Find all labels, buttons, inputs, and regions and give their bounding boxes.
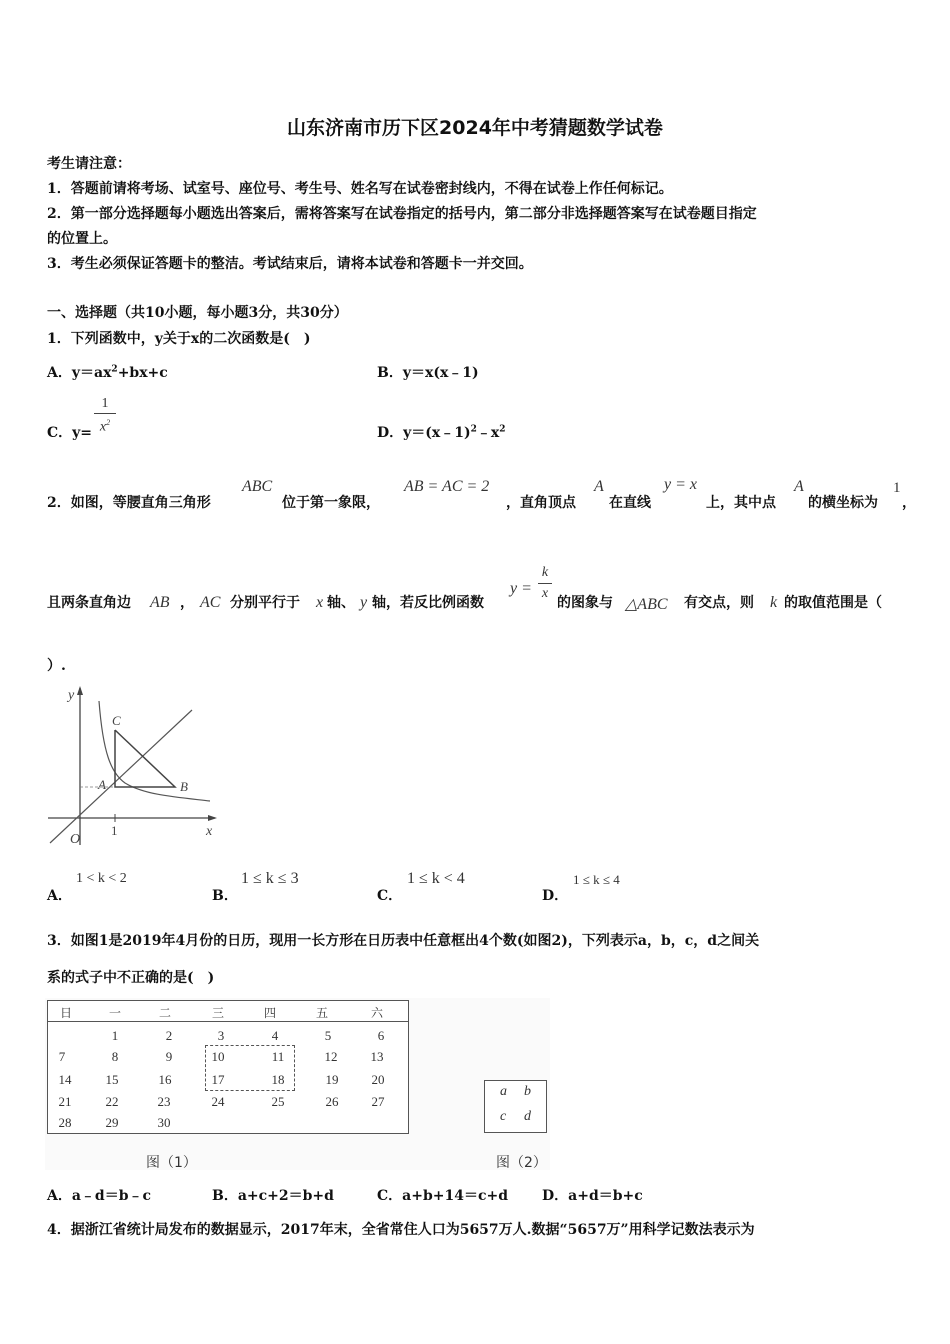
q2-text-6: 的横坐标为 xyxy=(808,495,878,511)
q2-text-4: 在直线 xyxy=(609,495,651,511)
q3-stem-2: 系的式子中不正确的是( ) xyxy=(47,970,215,986)
q2-l2-math-ac: AC xyxy=(200,594,221,611)
fig-label-b: B xyxy=(180,779,188,794)
q2-math-a: A xyxy=(594,478,604,495)
cal-day: 12 xyxy=(324,1049,338,1064)
q2-option-a-math: 1 < k < 2 xyxy=(76,871,127,886)
triangle-abc xyxy=(115,730,175,787)
notice-item-1: 1．答题前请将考场、试室号、座位号、考生号、姓名写在试卷密封线内，不得在试卷上作任何标记。 xyxy=(47,181,673,197)
q2-l2-frac-bar xyxy=(538,583,552,584)
cal-day: 29 xyxy=(105,1115,119,1130)
q3-option-a: A．a﹣d＝b﹣c xyxy=(47,1188,152,1204)
q1-option-a xyxy=(47,362,168,382)
cal-day: 8 xyxy=(111,1049,119,1064)
cal-header-wed: 三 xyxy=(211,1006,224,1020)
q1-option-d: D．$y=(x﹣1)^2﹣x^2$ xyxy=(377,424,506,441)
q1-a-rest: +bx+c xyxy=(117,365,168,381)
cal-day: 19 xyxy=(325,1072,339,1087)
q2-text-7: ， xyxy=(902,495,916,511)
q2-option-c-math: 1 ≤ k < 4 xyxy=(407,870,465,887)
q1-option-c-label: C．y= xyxy=(47,425,93,441)
q2-math-abc: ABC xyxy=(242,478,273,495)
cal-day: 25 xyxy=(271,1094,285,1109)
cal-header-thu: 四 xyxy=(263,1006,276,1020)
q2-text-1: 2．如图，等腰直角三角形 xyxy=(47,495,211,511)
q2-option-a-label: A． xyxy=(47,888,72,904)
fig2-b: b xyxy=(524,1084,531,1099)
q2-math-yx: y = x xyxy=(664,476,697,493)
fig-label-x: x xyxy=(206,824,213,839)
q1-a-text: A．y＝ax xyxy=(47,365,112,381)
cal-day: 26 xyxy=(325,1094,339,1109)
q2-math-abac: AB = AC = 2 xyxy=(404,478,490,495)
cal-day: 6 xyxy=(377,1028,385,1043)
notice-item-2-cont: 的位置上。 xyxy=(47,231,117,247)
q2-math-a2: A xyxy=(794,478,804,495)
cal-day: 16 xyxy=(158,1072,172,1087)
fig2-c: c xyxy=(500,1109,507,1124)
q2-l2-text-5: 轴，若反比例函数 xyxy=(372,595,484,611)
cal-header-sat: 六 xyxy=(370,1006,383,1020)
q2-figure xyxy=(45,683,225,848)
q2-option-c-label: C． xyxy=(377,888,403,904)
fig-label-o: O xyxy=(70,832,81,847)
q2-option-d-label: D． xyxy=(542,888,569,904)
cal-day: 4 xyxy=(271,1028,279,1043)
cal-day: 1 xyxy=(111,1028,119,1043)
fig-label-1: 1 xyxy=(111,823,118,838)
q1-option-c-fraction xyxy=(94,396,116,434)
calendar-table xyxy=(47,1000,409,1134)
cal-day: 22 xyxy=(105,1094,119,1109)
q3-option-c: C．a+b+14＝c+d xyxy=(377,1188,508,1204)
q1-a-sup: 2 xyxy=(111,364,118,375)
cal-day: 10 xyxy=(211,1049,225,1064)
cal-day: 7 xyxy=(58,1049,66,1064)
cal-day: 27 xyxy=(371,1094,385,1109)
q1-stem: 1．下列函数中，y关于x的二次函数是( ) xyxy=(47,331,311,347)
q2-l2-math-ab: AB xyxy=(150,594,170,611)
q3-option-d: D．a+d＝b+c xyxy=(542,1188,643,1204)
cal-header-sun: 日 xyxy=(59,1006,72,1020)
q2-l2-text-8: 的取值范围是（ xyxy=(784,595,882,611)
fig2-d: d xyxy=(524,1109,531,1124)
q2-l2-text-6: 的图象与 xyxy=(557,595,613,611)
cal-day: 18 xyxy=(271,1072,285,1087)
fig-label-a: A xyxy=(98,777,106,792)
cal-day: 24 xyxy=(211,1094,225,1109)
page-title: 山东济南市历下区2024年中考猜题数学试卷 xyxy=(287,117,663,139)
q2-option-d-math: 1 ≤ k ≤ 4 xyxy=(573,872,620,887)
q2-l3-text: ）. xyxy=(47,658,66,674)
q2-option-b-label: B． xyxy=(212,888,238,904)
fig2-box xyxy=(484,1080,547,1133)
q2-l2-frac-k: k xyxy=(541,565,549,580)
fig-label-c: C xyxy=(112,713,121,728)
q2-l2-math-tri: △ABC xyxy=(625,596,668,613)
cal-header-tue: 二 xyxy=(158,1006,171,1020)
q2-text-5: 上，其中点 xyxy=(706,495,776,511)
q2-l2-text-7: 有交点，则 xyxy=(684,595,754,611)
cal-day: 11 xyxy=(271,1049,285,1064)
calendar-caption: 图（1） xyxy=(146,1155,197,1171)
q2-text-3: ，直角顶点 xyxy=(506,495,576,511)
q2-l2-math-y: y xyxy=(360,594,368,611)
cal-day: 14 xyxy=(58,1072,72,1087)
cal-day: 15 xyxy=(105,1072,119,1087)
q2-l2-text-1: 且两条直角边 xyxy=(47,595,131,611)
notice-heading: 考生请注意： xyxy=(47,156,131,172)
cal-day: 5 xyxy=(324,1028,332,1043)
cal-day: 28 xyxy=(58,1115,72,1130)
notice-item-2: 2．第一部分选择题每小题选出答案后，需将答案写在试卷指定的括号内，第二部分非选择题答案写在试卷题目指定 xyxy=(47,206,757,222)
line-y-eq-x xyxy=(50,710,192,843)
cal-day: 17 xyxy=(211,1072,225,1087)
q2-l2-fraction xyxy=(538,565,552,602)
fig-label-y: y xyxy=(68,688,75,703)
q4-stem: 4．据浙江省统计局发布的数据显示，2017年末，全省常住人口为5657万人.数据“5657万”用科学记数法表示为 xyxy=(47,1222,755,1238)
q2-l2-math-x: x xyxy=(316,594,324,611)
q1-c-numerator: 1 xyxy=(101,396,109,411)
q2-l2-math-k: k xyxy=(770,594,778,611)
q3-stem-1: 3．如图1是2019年4月份的日历，现用一长方形在日历表中任意框出4个数(如图2)，下列表示a，b，c，d之间关 xyxy=(47,933,760,949)
fig2-caption: 图（2） xyxy=(496,1155,547,1171)
fig2-a: a xyxy=(500,1084,507,1099)
q1-option-b: B．y＝x(x﹣1) xyxy=(377,365,479,381)
cal-day: 21 xyxy=(58,1094,72,1109)
q2-option-b-math: 1 ≤ k ≤ 3 xyxy=(241,870,299,887)
cal-day: 20 xyxy=(371,1072,385,1087)
x-axis-arrow-icon xyxy=(208,815,217,821)
q2-l2-frac-x: x xyxy=(541,586,549,601)
q2-text-2: 位于第一象限， xyxy=(282,495,380,511)
cal-day: 30 xyxy=(157,1115,171,1130)
q2-l2-text-3: 分别平行于 xyxy=(230,595,300,611)
q2-l2-text-2: ， xyxy=(180,595,194,611)
cal-day: 23 xyxy=(157,1094,171,1109)
q1-c-bar xyxy=(94,413,116,414)
cal-day: 9 xyxy=(165,1049,173,1064)
q2-math-1: 1 xyxy=(893,480,901,496)
q2-l2-math-yeq: y = xyxy=(510,580,532,597)
cal-day: 2 xyxy=(165,1028,173,1043)
cal-header-fri: 五 xyxy=(315,1006,328,1020)
notice-item-3: 3．考生必须保证答题卡的整洁。考试结束后，请将本试卷和答题卡一并交回。 xyxy=(47,256,533,272)
q1-c-denominator: $x^2$ xyxy=(99,418,111,435)
q3-option-b: B．a+c+2＝b+d xyxy=(212,1188,334,1204)
calendar-header-rule xyxy=(48,1021,408,1022)
y-axis-arrow-icon xyxy=(77,686,83,695)
calendar-dashed-frame xyxy=(205,1045,295,1091)
cal-day: 13 xyxy=(370,1049,384,1064)
cal-day: 3 xyxy=(217,1028,225,1043)
section-heading: 一、选择题（共10小题，每小题3分，共30分） xyxy=(47,305,348,321)
q2-l2-text-4: 轴、 xyxy=(327,595,355,611)
cal-header-mon: 一 xyxy=(108,1006,121,1020)
